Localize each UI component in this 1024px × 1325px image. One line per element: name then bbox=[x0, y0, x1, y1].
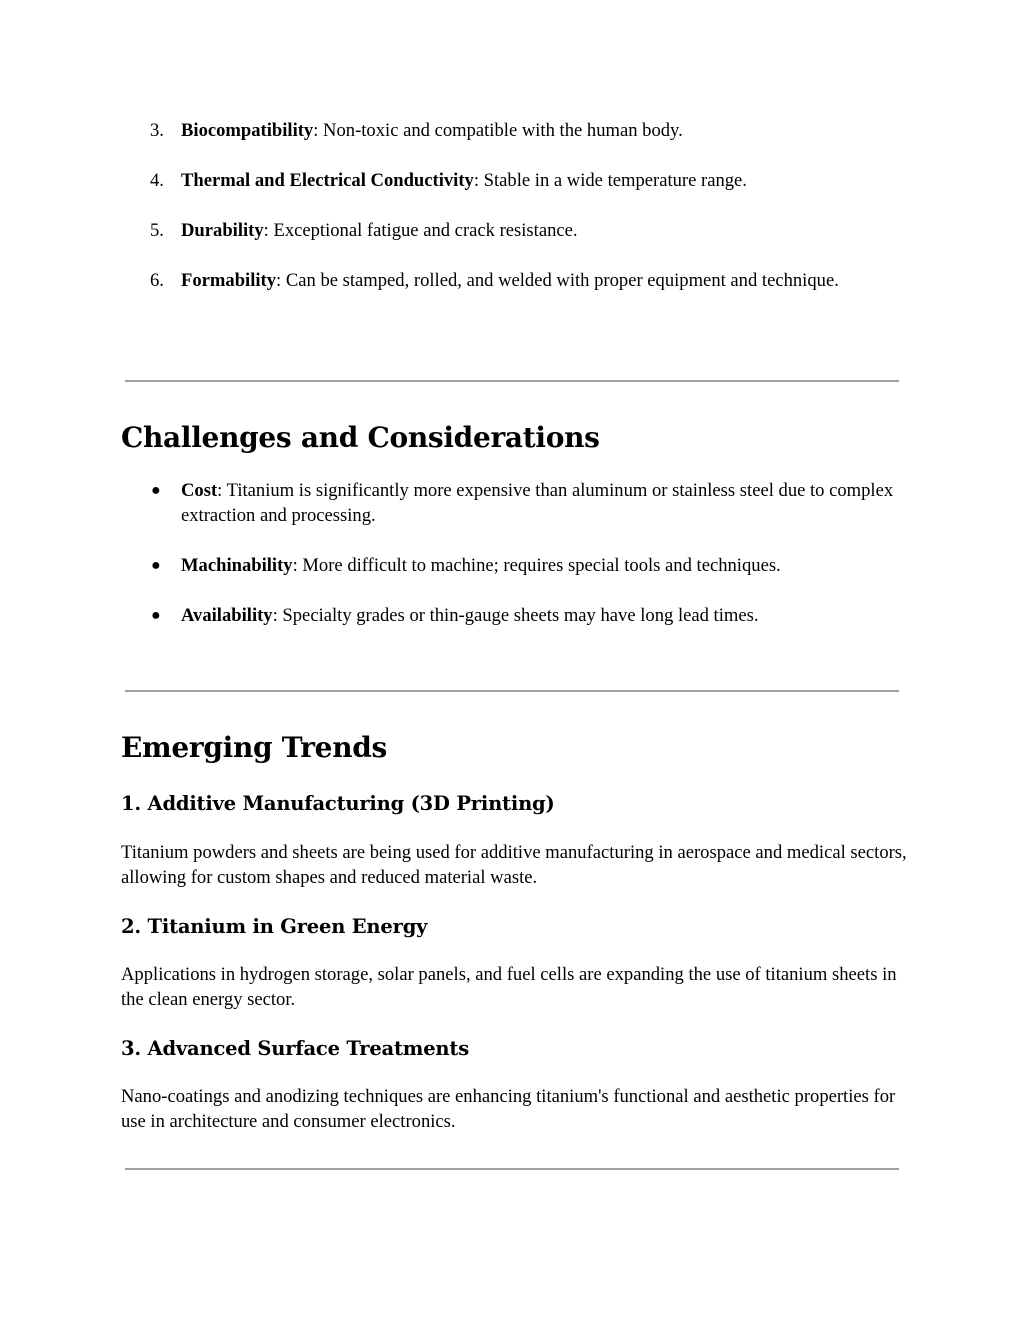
list-number: 3. bbox=[150, 120, 164, 141]
list-item bbox=[121, 118, 911, 143]
list-text: : More difficult to machine; requires special tools and techniques. bbox=[292, 555, 781, 576]
list-item bbox=[121, 268, 911, 293]
list-text: : Titanium is significantly more expensive than aluminum or stainless steel due to complex extraction and processing. bbox=[181, 480, 894, 526]
trend-subheading: 3. Advanced Surface Treatments bbox=[121, 1037, 469, 1060]
trends-heading: Emerging Trends bbox=[121, 731, 387, 764]
list-term: Availability bbox=[181, 605, 273, 626]
list-term: Machinability bbox=[181, 555, 293, 576]
list-text: : Specialty grades or thin-gauge sheets may have long lead times. bbox=[272, 605, 759, 626]
list-term: Durability bbox=[181, 220, 264, 241]
list-item bbox=[121, 218, 911, 243]
bullet-icon: ● bbox=[151, 557, 161, 574]
list-term: Formability bbox=[181, 270, 277, 291]
list-term: Cost bbox=[181, 480, 218, 501]
bullet-icon: ● bbox=[151, 607, 161, 624]
list-term: Biocompatibility bbox=[181, 120, 314, 141]
list-text: : Exceptional fatigue and crack resistance. bbox=[263, 220, 578, 241]
bullet-icon: ● bbox=[151, 482, 161, 499]
list-number: 5. bbox=[150, 220, 164, 241]
trend-paragraph: Nano-coatings and anodizing techniques are enhancing titanium's functional and aesthetic properties for use in architecture and consumer electronics. bbox=[121, 1086, 896, 1132]
list-term: Thermal and Electrical Conductivity bbox=[181, 170, 474, 191]
trend-subheading: 2. Titanium in Green Energy bbox=[121, 915, 428, 938]
divider bbox=[125, 1168, 899, 1170]
divider bbox=[125, 690, 899, 692]
challenges-list bbox=[121, 478, 911, 653]
properties-list bbox=[121, 118, 911, 318]
list-item bbox=[121, 478, 911, 528]
list-number: 4. bbox=[150, 170, 164, 191]
list-number: 6. bbox=[150, 270, 164, 291]
list-text: : Can be stamped, rolled, and welded with proper equipment and technique. bbox=[276, 270, 839, 291]
challenges-heading: Challenges and Considerations bbox=[121, 421, 600, 454]
list-item bbox=[121, 168, 911, 193]
list-text: : Stable in a wide temperature range. bbox=[473, 170, 747, 191]
list-item bbox=[121, 553, 911, 578]
divider bbox=[125, 380, 899, 382]
trend-paragraph: Titanium powders and sheets are being used for additive manufacturing in aerospace and medical sectors, allowing for custom shapes and reduced material waste. bbox=[121, 842, 907, 888]
trend-paragraph: Applications in hydrogen storage, solar panels, and fuel cells are expanding the use of titanium sheets in the clean energy sector. bbox=[121, 964, 897, 1010]
list-text: : Non-toxic and compatible with the human body. bbox=[313, 120, 683, 141]
list-item bbox=[121, 603, 911, 628]
trend-subheading: 1. Additive Manufacturing (3D Printing) bbox=[121, 792, 555, 815]
